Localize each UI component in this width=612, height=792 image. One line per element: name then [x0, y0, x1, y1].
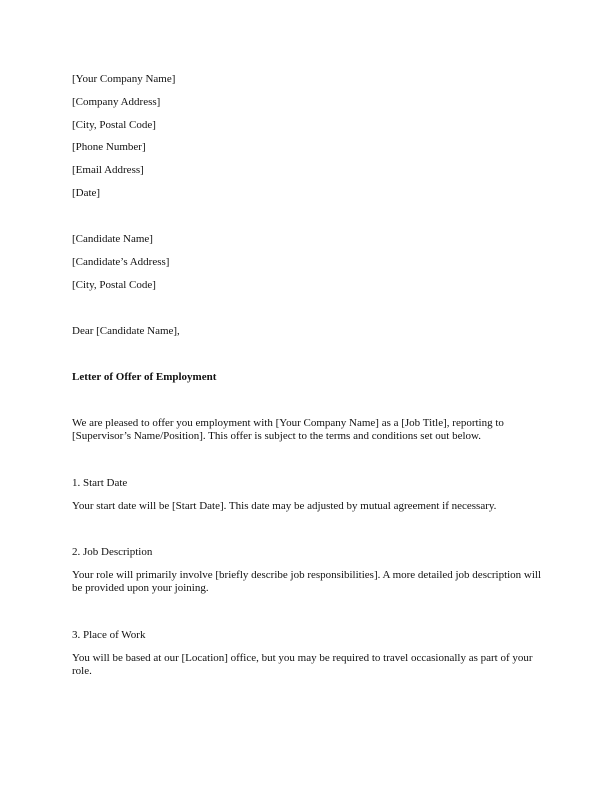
- letter-subject: Letter of Offer of Employment: [72, 371, 217, 383]
- section-body-start-date: Your start date will be [Start Date]. This date may be adjusted by mutual agreement if necessary.: [72, 500, 497, 512]
- section-body-job-description: Your role will primarily involve [briefly describe job responsibilities]. A more detailed job description will be provided upon your joining.: [72, 569, 542, 594]
- recipient-city-postal: [City, Postal Code]: [72, 279, 156, 291]
- sender-company-name: [Your Company Name]: [72, 73, 176, 85]
- section-heading-start-date: 1. Start Date: [72, 477, 128, 489]
- sender-email: [Email Address]: [72, 164, 144, 176]
- intro-paragraph: We are pleased to offer you employment with [Your Company Name] as a [Job Title], reporting to [Supervisor’s Name/Position]. This offer is subject to the terms and conditions set out below.: [72, 417, 504, 442]
- sender-phone: [Phone Number]: [72, 141, 146, 153]
- section-body-place-of-work: You will be based at our [Location] office, but you may be required to travel occasionally as part of your role.: [72, 652, 533, 677]
- recipient-address: [Candidate’s Address]: [72, 256, 170, 268]
- recipient-name: [Candidate Name]: [72, 233, 153, 245]
- section-heading-job-description: 2. Job Description: [72, 546, 153, 558]
- letter-date: [Date]: [72, 187, 101, 199]
- salutation: Dear [Candidate Name],: [72, 325, 180, 337]
- section-heading-place-of-work: 3. Place of Work: [72, 629, 146, 641]
- sender-city-postal: [City, Postal Code]: [72, 119, 156, 131]
- sender-company-address: [Company Address]: [72, 96, 161, 108]
